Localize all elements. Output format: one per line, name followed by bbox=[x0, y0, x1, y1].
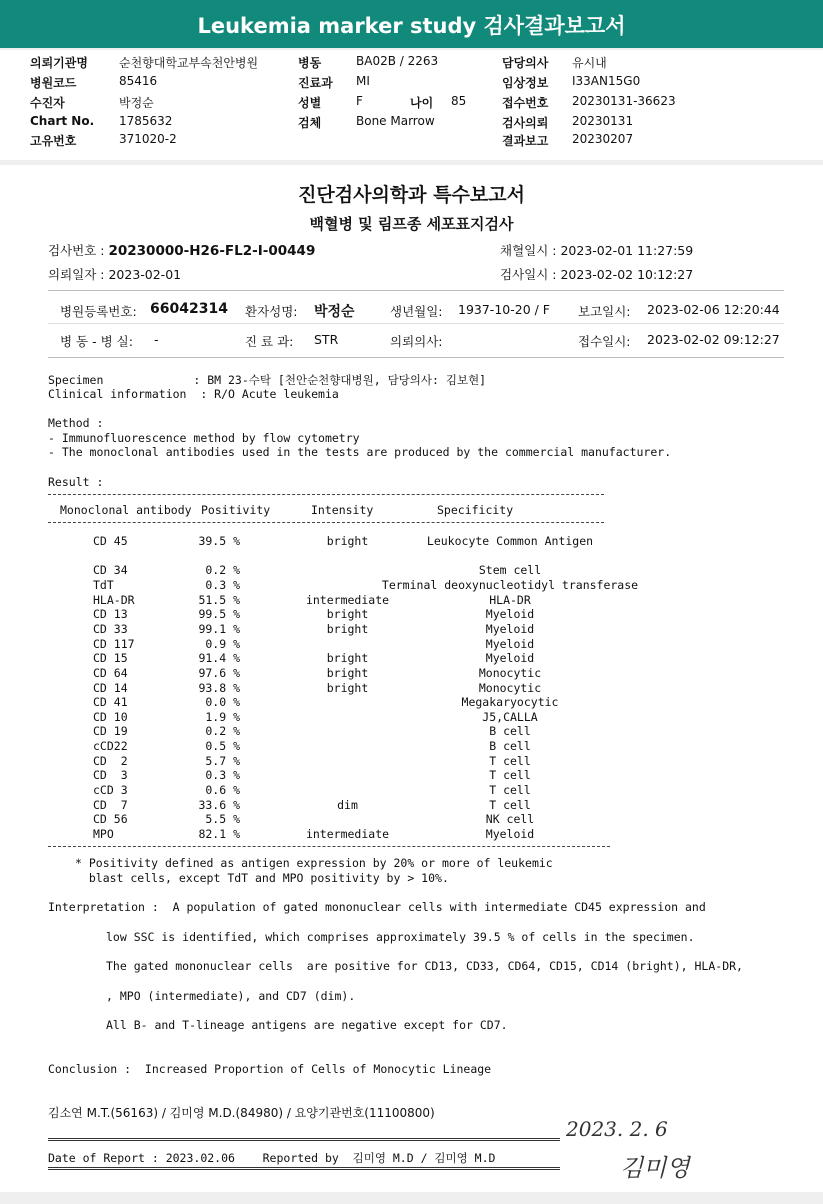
header-label: 임상정보 bbox=[502, 76, 549, 90]
antibody-cell: CD 3 bbox=[93, 768, 128, 783]
intensity-cell: intermediate bbox=[305, 592, 390, 607]
intensity-cell: bright bbox=[326, 621, 369, 636]
birth-label: 생년월일: bbox=[390, 304, 443, 319]
header-value: 85416 bbox=[119, 74, 158, 88]
specificity-cell: Monocytic bbox=[478, 680, 542, 695]
result-row bbox=[0, 812, 823, 826]
birth-value: 1937-10-20 / F bbox=[458, 302, 550, 317]
result-row bbox=[0, 827, 823, 841]
result-row bbox=[0, 593, 823, 607]
header-value: Bone Marrow bbox=[356, 114, 435, 128]
result-row bbox=[0, 607, 823, 621]
positivity-cell: 99.5 % bbox=[198, 607, 240, 622]
positivity-cell: 0.3 % bbox=[205, 768, 240, 783]
antibody-cell: CD 33 bbox=[93, 621, 128, 636]
header-value: 순천향대학교부속천안병원 bbox=[119, 56, 259, 70]
name-label: 환자성명: bbox=[245, 304, 298, 319]
ward-label: 병 동 - 병 실: bbox=[60, 334, 133, 349]
antibody-cell: CD 14 bbox=[93, 680, 128, 695]
positivity-cell: 5.5 % bbox=[205, 812, 240, 827]
handwritten-signature: 김미영 bbox=[620, 1154, 690, 1182]
antibody-cell: CD 56 bbox=[93, 812, 128, 827]
method-heading: Method : bbox=[48, 416, 104, 430]
header-label: 검체 bbox=[298, 116, 322, 130]
patient-info-box bbox=[48, 290, 784, 358]
footnote-line-2: blast cells, except TdT and MPO positivity by > 10%. bbox=[75, 871, 449, 885]
header-value: 20230131-36623 bbox=[572, 94, 676, 108]
report-title: 진단검사의학과 특수보고서 bbox=[298, 184, 525, 206]
clinical-line: Clinical information : R/O Acute leukemia bbox=[48, 387, 339, 401]
specificity-cell: Myeloid bbox=[485, 651, 535, 666]
staff-line: 김소연 M.T.(56163) / 김미영 M.D.(84980) / 요양기관번호(11100800) bbox=[48, 1106, 435, 1120]
antibody-cell: CD 7 bbox=[93, 797, 128, 812]
footnote-line-1: * Positivity defined as antigen expression by 20% or more of leukemic bbox=[75, 856, 553, 870]
result-row bbox=[0, 754, 823, 768]
specificity-cell: T cell bbox=[489, 768, 531, 783]
specificity-cell: Leukocyte Common Antigen bbox=[426, 534, 594, 548]
doctor-label: 의뢰의사: bbox=[390, 334, 443, 349]
intensity-cell: intermediate bbox=[305, 827, 390, 841]
header-value: 20230207 bbox=[572, 132, 634, 146]
positivity-cell: 0.2 % bbox=[205, 724, 240, 739]
date-of-report: Date of Report : 2023.02.06 Reported by 김미영 M.D / 김미영 M.D bbox=[48, 1151, 496, 1165]
specificity-cell: HLA-DR bbox=[489, 592, 531, 607]
table-header-rule bbox=[48, 522, 604, 523]
result-row bbox=[0, 637, 823, 651]
report-time-value: 2023-02-06 12:20:44 bbox=[647, 302, 780, 317]
antibody-cell: CD 15 bbox=[93, 651, 128, 666]
antibody-cell: CD 45 bbox=[93, 534, 128, 548]
antibody-cell: cCD22 bbox=[93, 739, 128, 754]
result-row bbox=[0, 724, 823, 738]
specificity-cell: Myeloid bbox=[485, 621, 535, 636]
header-label: Chart No. bbox=[30, 114, 95, 128]
header-value: 유시내 bbox=[572, 56, 607, 70]
specificity-cell: B cell bbox=[489, 739, 531, 754]
antibody-cell: MPO bbox=[93, 827, 114, 841]
result-row bbox=[0, 578, 823, 592]
antibody-cell: TdT bbox=[93, 577, 114, 592]
method-line-1: - Immunofluorescence method by flow cytometry bbox=[48, 431, 360, 445]
result-row bbox=[0, 798, 823, 812]
specificity-cell: NK cell bbox=[485, 812, 535, 827]
receipt-time-value: 2023-02-02 09:12:27 bbox=[647, 332, 780, 347]
test-time: 검사일시 : 2023-02-02 10:12:27 bbox=[500, 267, 694, 282]
positivity-cell: 0.3 % bbox=[205, 577, 240, 592]
positivity-cell: 51.5 % bbox=[198, 592, 240, 607]
positivity-cell: 0.9 % bbox=[205, 636, 240, 651]
antibody-cell: CD 34 bbox=[93, 563, 128, 578]
antibody-cell: CD 19 bbox=[93, 724, 128, 739]
name-value: 박정순 bbox=[314, 304, 355, 320]
col-antibody: Monoclonal antibody bbox=[60, 503, 192, 517]
result-row bbox=[0, 563, 823, 577]
age-label: 나이 bbox=[410, 96, 434, 110]
specificity-cell: B cell bbox=[489, 724, 531, 739]
table-bottom-rule bbox=[48, 846, 610, 847]
handwritten-date: 2023. 2. 6 bbox=[566, 1117, 668, 1141]
header-value: 1785632 bbox=[119, 114, 173, 128]
specificity-cell: Myeloid bbox=[485, 827, 535, 841]
header-label: 담당의사 bbox=[502, 56, 549, 70]
method-line-2: - The monoclonal antibodies used in the tests are produced by the commercial manufacturer. bbox=[48, 445, 672, 459]
result-row bbox=[0, 651, 823, 665]
positivity-cell: 93.8 % bbox=[198, 680, 240, 695]
result-row bbox=[0, 534, 823, 548]
result-heading: Result : bbox=[48, 475, 104, 489]
table-header bbox=[0, 503, 823, 517]
report-time-label: 보고일시: bbox=[578, 304, 631, 319]
request-date: 의뢰일자 : 2023-02-01 bbox=[48, 267, 182, 282]
header-value: I33AN15G0 bbox=[572, 74, 641, 88]
intensity-cell: bright bbox=[326, 680, 369, 695]
intensity-cell: bright bbox=[326, 607, 369, 622]
header-label: 의뢰기관명 bbox=[30, 56, 88, 70]
positivity-cell: 97.6 % bbox=[198, 665, 240, 680]
interpretation-line-3: The gated mononuclear cells are positive for CD13, CD33, CD64, CD15, CD14 (bright), HLA-DR, bbox=[106, 959, 743, 973]
positivity-cell: 91.4 % bbox=[198, 651, 240, 666]
exam-number: 검사번호 : 20230000-H26-FL2-I-00449 bbox=[48, 243, 316, 259]
header-label: 접수번호 bbox=[502, 96, 549, 110]
interpretation-line-5: All B- and T-lineage antigens are negative except for CD7. bbox=[106, 1018, 508, 1032]
result-row bbox=[0, 695, 823, 709]
positivity-cell: 82.1 % bbox=[198, 827, 240, 841]
age-value: 85 bbox=[451, 94, 467, 108]
antibody-cell: CD 10 bbox=[93, 709, 128, 724]
table-top-rule bbox=[48, 494, 604, 495]
report-banner: Leukemia marker study 검사결과보고서 bbox=[0, 0, 823, 48]
antibody-cell: CD 64 bbox=[93, 665, 128, 680]
interpretation-line-4: , MPO (intermediate), and CD7 (dim). bbox=[106, 989, 356, 1003]
dept-label: 진 료 과: bbox=[245, 334, 294, 349]
header-value: 371020-2 bbox=[119, 132, 177, 146]
positivity-cell: 0.2 % bbox=[205, 563, 240, 578]
positivity-cell: 5.7 % bbox=[205, 753, 240, 768]
specificity-cell: J5,CALLA bbox=[482, 709, 538, 724]
footer-top-rule bbox=[48, 1138, 560, 1141]
report-subtitle: 백혈병 및 림프종 세포표지검사 bbox=[309, 215, 514, 233]
specificity-cell: Stem cell bbox=[478, 563, 542, 578]
specificity-cell: T cell bbox=[489, 797, 531, 812]
antibody-cell: CD 2 bbox=[93, 753, 128, 768]
interpretation-line-2: low SSC is identified, which comprises approximately 39.5 % of cells in the specimen. bbox=[106, 930, 695, 944]
specificity-cell: T cell bbox=[489, 753, 531, 768]
reg-value: 66042314 bbox=[150, 301, 228, 317]
collect-time: 채혈일시 : 2023-02-01 11:27:59 bbox=[500, 243, 694, 258]
col-positivity: Positivity bbox=[201, 503, 271, 517]
header-value: 20230131 bbox=[572, 114, 634, 128]
request-header bbox=[0, 50, 823, 160]
reg-label: 병원등록번호: bbox=[60, 304, 137, 319]
antibody-cell: cCD 3 bbox=[93, 783, 128, 798]
header-label: 병동 bbox=[298, 56, 322, 70]
positivity-cell: 1.9 % bbox=[205, 709, 240, 724]
result-row bbox=[0, 710, 823, 724]
result-row bbox=[0, 681, 823, 695]
header-value: BA02B / 2263 bbox=[356, 54, 439, 68]
positivity-cell: 33.6 % bbox=[198, 797, 240, 812]
dept-value: STR bbox=[314, 332, 339, 347]
antibody-cell: CD 13 bbox=[93, 607, 128, 622]
receipt-time-label: 접수일시: bbox=[578, 334, 631, 349]
col-specificity: Specificity bbox=[437, 503, 514, 517]
header-label: 결과보고 bbox=[502, 134, 549, 148]
footer-bottom-rule bbox=[48, 1167, 560, 1170]
specificity-cell: Monocytic bbox=[478, 665, 542, 680]
intensity-cell: bright bbox=[326, 534, 369, 548]
intensity-cell: bright bbox=[326, 665, 369, 680]
positivity-cell: 0.0 % bbox=[205, 695, 240, 710]
ward-value: - bbox=[154, 332, 159, 347]
col-intensity: Intensity bbox=[311, 503, 374, 517]
antibody-cell: HLA-DR bbox=[93, 592, 135, 607]
specimen-line: Specimen : BM 23-수탁 [천안순천향대병원, 담당의사: 김보현] bbox=[48, 373, 487, 387]
specificity-cell: T cell bbox=[489, 783, 531, 798]
specificity-cell: Terminal deoxynucleotidyl transferase bbox=[381, 577, 639, 592]
antibody-cell: CD 117 bbox=[93, 636, 135, 651]
result-row bbox=[0, 666, 823, 680]
intensity-cell: dim bbox=[337, 797, 358, 812]
header-label: 성별 bbox=[298, 96, 322, 110]
specificity-cell: Megakaryocytic bbox=[461, 695, 559, 710]
intensity-cell: bright bbox=[326, 651, 369, 666]
header-value: MI bbox=[356, 74, 370, 88]
positivity-cell: 0.6 % bbox=[205, 783, 240, 798]
header-value: 박정순 bbox=[119, 96, 154, 110]
result-row bbox=[0, 739, 823, 753]
antibody-cell: CD 41 bbox=[93, 695, 128, 710]
header-label: 고유번호 bbox=[30, 134, 77, 148]
interpretation-line-1: Interpretation : A population of gated mononuclear cells with intermediate CD45 expression and bbox=[48, 900, 706, 914]
result-row bbox=[0, 768, 823, 782]
header-label: 진료과 bbox=[298, 76, 333, 90]
positivity-cell: 0.5 % bbox=[205, 739, 240, 754]
conclusion: Conclusion : Increased Proportion of Cells of Monocytic Lineage bbox=[48, 1062, 492, 1076]
header-label: 수진자 bbox=[30, 96, 65, 110]
specificity-cell: Myeloid bbox=[485, 636, 535, 651]
result-row bbox=[0, 622, 823, 636]
header-label: 병원코드 bbox=[30, 76, 77, 90]
positivity-cell: 39.5 % bbox=[198, 534, 240, 548]
positivity-cell: 99.1 % bbox=[198, 621, 240, 636]
result-row bbox=[0, 783, 823, 797]
header-label: 검사의뢰 bbox=[502, 116, 549, 130]
specificity-cell: Myeloid bbox=[485, 607, 535, 622]
header-value: F bbox=[356, 94, 363, 108]
